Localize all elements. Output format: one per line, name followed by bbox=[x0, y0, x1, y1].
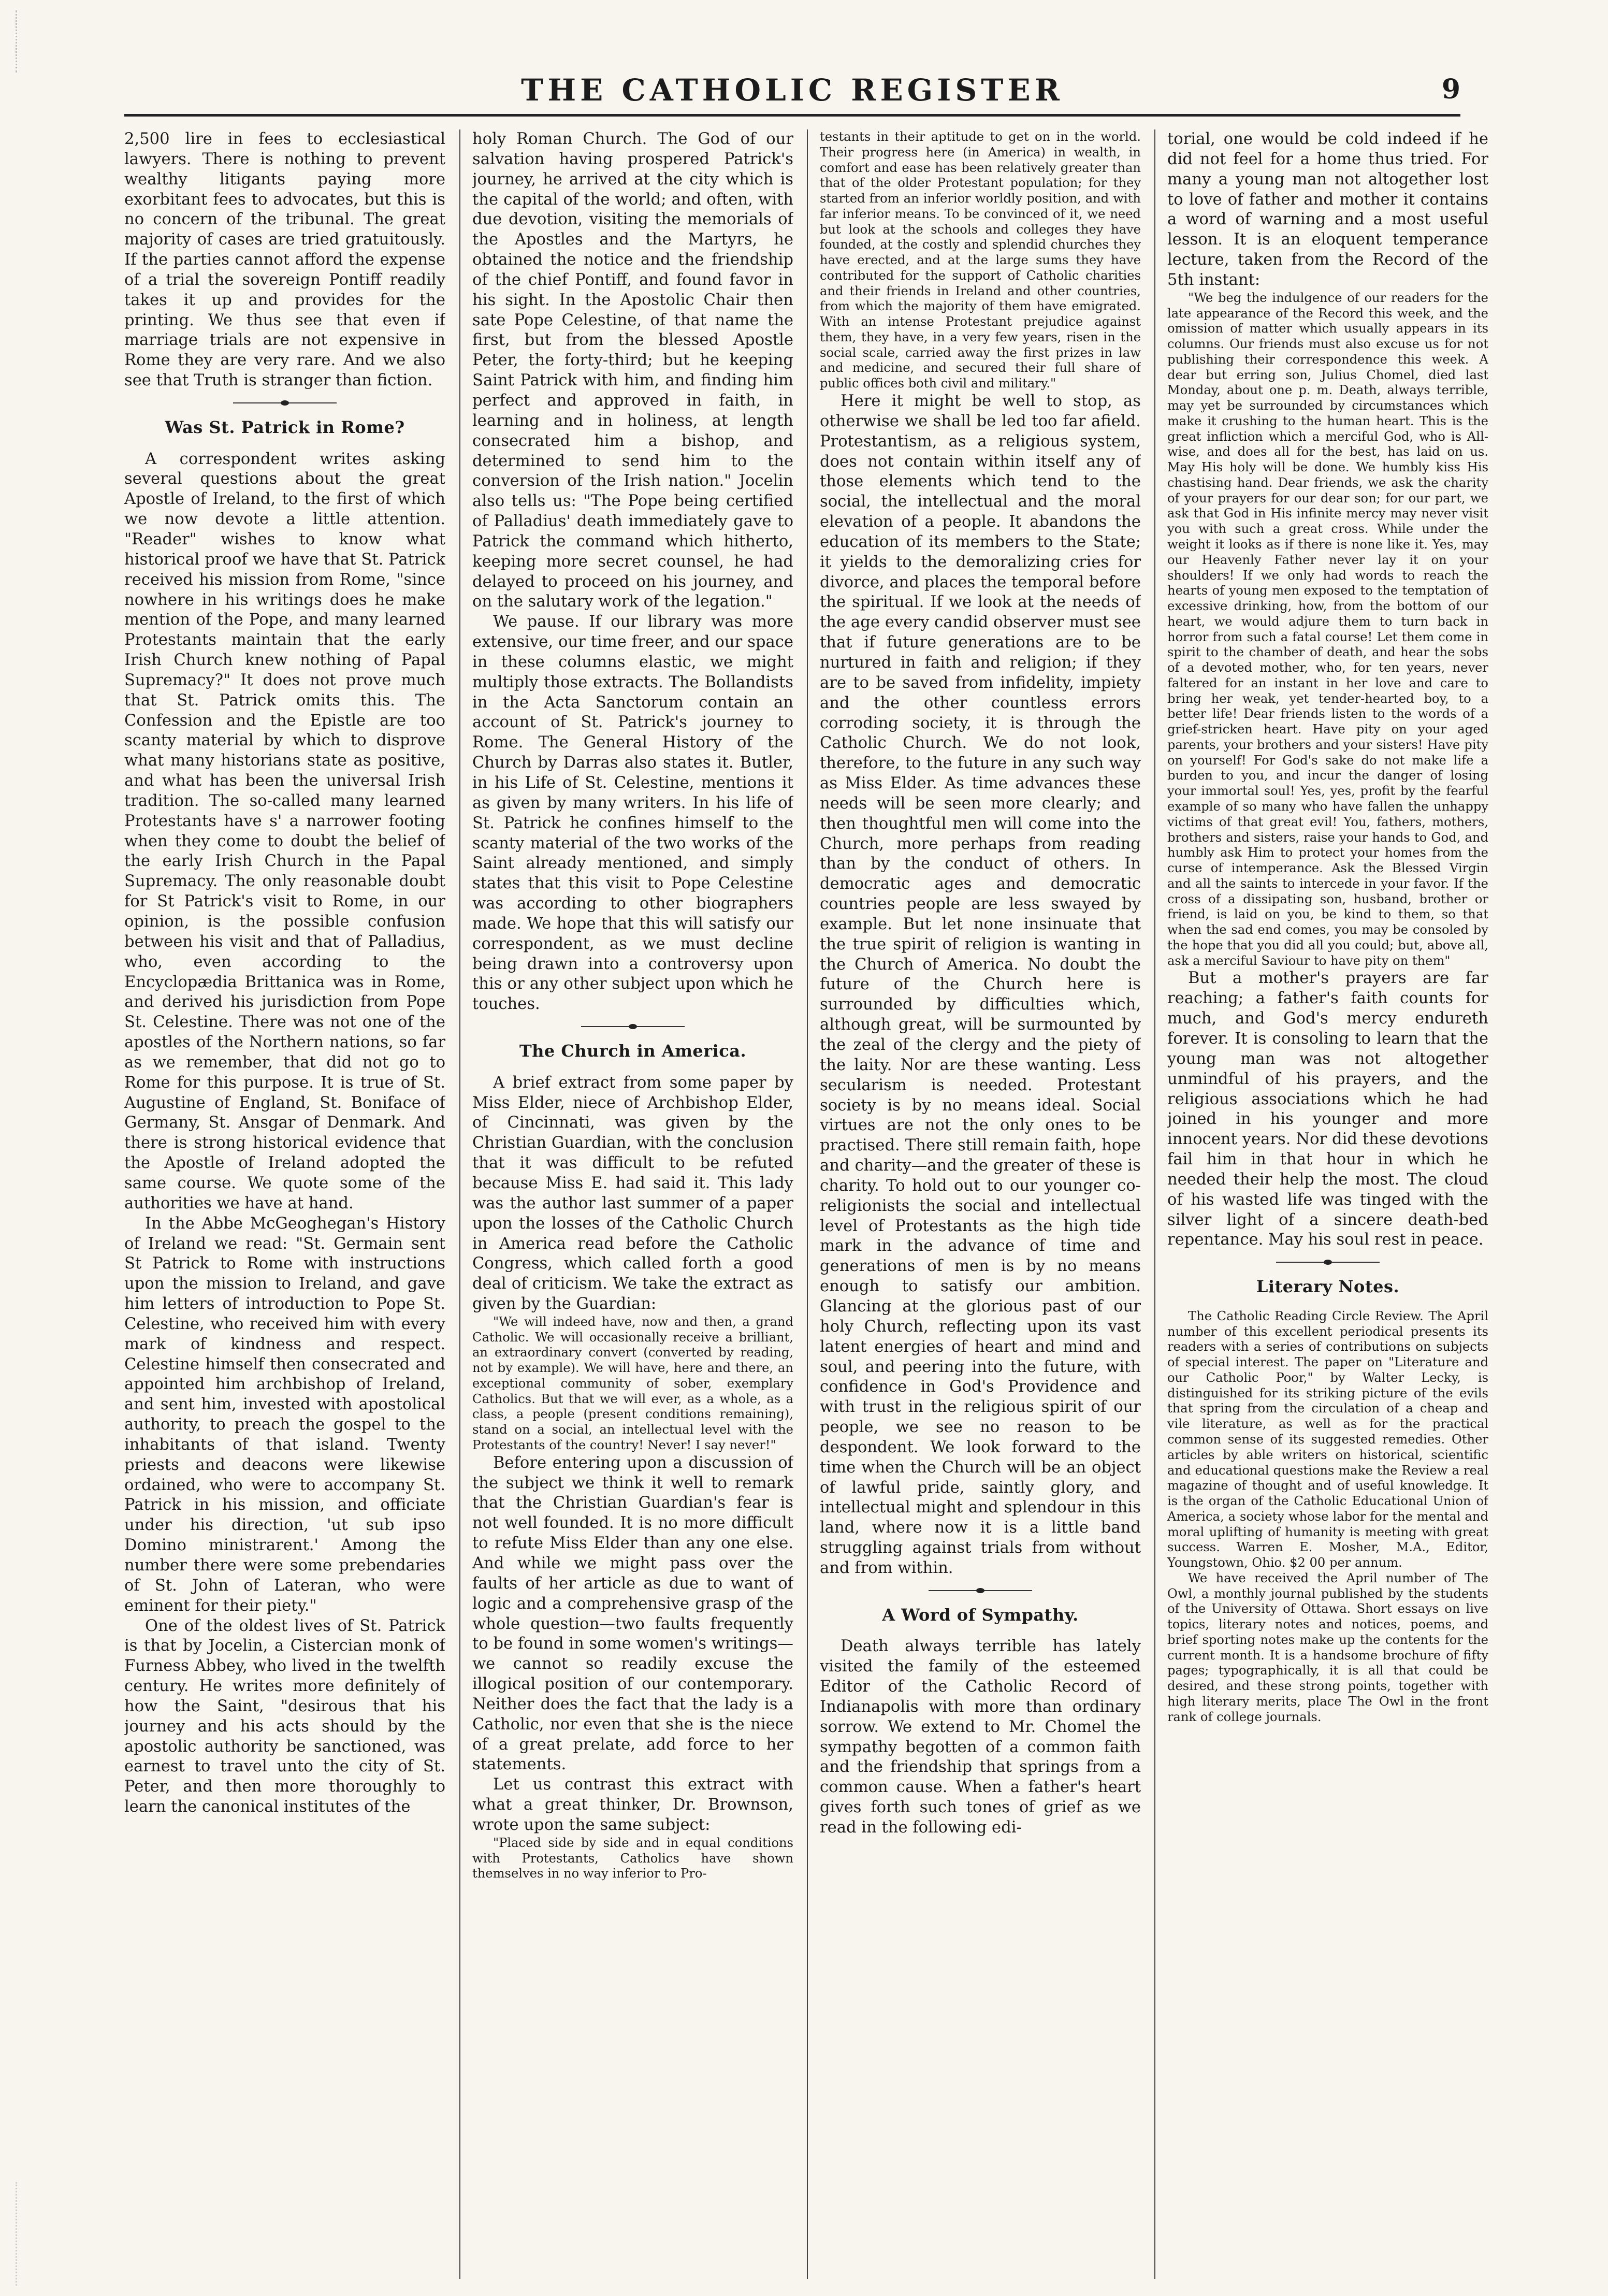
paragraph: One of the oldest lives of St. Patrick is that by Jocelin, a Cistercian monk of Furness Abbey, who lived in the twelfth century. He writes more definitely of how the Saint, "desirous that his journey and his acts should by the apostolic authority be sanctioned, was earnest to travel unto the city of St. Peter, and then more thoroughly to learn the canonical institutes of the bbox=[124, 1616, 445, 1816]
paragraph: We have received the April number of The Owl, a monthly journal published by the students of the University of Ottawa. Short essays on live topics, literary notes and notices, poems, and brief sporting notes make up the contents for the current month. It is a handsome brochure of fifty pages; typographically, it is all that could be desired, and these strong points, together with high literary merits, place The Owl in the front rank of college journals. bbox=[1167, 1570, 1488, 1724]
block-quote: "Placed side by side and in equal conditions with Protestants, Catholics have shown themselves in no way inferior to Pro- bbox=[472, 1835, 793, 1881]
block-quote: "We will indeed have, now and then, a grand Catholic. We will occasionally receive a brilliant, an extraordinary convert (converted by reading, not by example). We will have, here and there, an exceptional community of sober, exemplary Catholics. But that we will ever, as a whole, as a class, a people (present conditions remaining), stand on a social, an intellectual level with the Protestants of the country! Never! I say never!" bbox=[472, 1314, 793, 1452]
paragraph: A correspondent writes asking several questions about the great Apostle of Ireland, to the first of which we now devote a little attention. "Reader" wishes to know what historical proof we have that St. Patrick received his mission from Rome, "since nowhere in his writings does he make mention of the Pope, and many learned Protestants maintain that the early Irish Church knew nothing of Papal Supremacy?" It does not prove much that St. Patrick omits this. The Confession and the Epistle are too scanty material by which to disprove what many historians state as positive, and what has been the universal Irish tradition. The so-called many learned Protestants have s' a narrower footing when they come to doubt the belief of the early Irish Church in the Papal Supremacy. The only reasonable doubt for St Patrick's visit to Rome, in our opinion, is the possible confusion between his visit and that of Palladius, who, even according to the Encyclopædia Brittanica was in Rome, and derived his jurisdiction from Pope St. Celestine. There was not one of the apostles of the Northern nations, so far as we remember, that did not go to Rome for this purpose. It is true of St. Augustine of England, St. Boniface of Germany, St. Ansgar of Denmark. And there is strong historical evidence that the Apostle of Ireland adopted the same course. We quote some of the authorities we have at hand. bbox=[124, 450, 445, 1212]
headline-sympathy: A Word of Sympathy. bbox=[882, 1605, 1079, 1625]
page-header bbox=[124, 73, 1460, 117]
block-quote: testants in their aptitude to get on in the world. Their progress here (in America) in wealth, in comfort and ease has been relatively greater than that of the older Protestant population; for they started from an inferior worldly position, and with far inferior means. To be convinced of it, we need but look at the schools and colleges they have founded, at the costly and splendid churches they have erected, and at the large sums they have contributed for the support of Catholic charities and their friends in Ireland and other countries, from which the majority of them have emigrated. With an intense Protestant prejudice against them, they have, in a very few years, risen in the social scale, carried away the first prizes in law and medicine, and secured their full share of public offices both civil and military." bbox=[820, 129, 1141, 391]
headline-literary-notes: Literary Notes. bbox=[1256, 1277, 1400, 1297]
paragraph: Death always terrible has lately visited the family of the esteemed Editor of the Catholic Record of Indianapolis with more than ordinary sorrow. We extend to Mr. Chomel the sympathy begotten of a common faith and the friendship that springs from a common cause. When a father's heart gives forth such tones of grief as we read in the following edi- bbox=[820, 1637, 1141, 1837]
paragraph: Here it might be well to stop, as otherwise we shall be led too far afield. Protestantism, as a religious system, does not contain within itself any of those elements which tend to the social, the intellectual and the moral elevation of a people. It abandons the education of its members to the State; it yields to the demoralizing cries for divorce, and places the temporal before the spiritual. If we look at the needs of the age every candid observer must see that if future generations are to be nurtured in faith and religion; if they are to be saved from infidelity, impiety and the other countless errors corroding society, it is through the Catholic Church. We do not look, therefore, to the future in any such way as Miss Elder. As time advances these needs will be seen more clearly; and then thoughtful men will come into the Church, more perhaps from reading than by the conduct of others. In democratic ages and democratic countries people are less swayed by example. But let none insinuate that the true spirit of religion is wanting in the Church of America. No doubt the future of the Church here is surrounded by difficulties which, although great, will be surmounted by the zeal of the clergy and the piety of the laity. Nor are these wanting. Less secularism is needed. Protestant society is by no means ideal. Social virtues are not the only ones to be practised. There still remain faith, hope and charity—and the greater of these is charity. To hold out to our younger co-religionists the social and intellectual level of Protestants as the high tide mark in the advance of time and generations of men is by no means enough to satisfy our ambition. Glancing at the glorious past of our holy Church, reflecting upon its vast latent energies of heart and mind and soul, and peering into the future, with confidence in God's Providence and with trust in the religious spirit of our people, we see no reason to be despondent. We look forward to the time when the Church will be an object of lawful pride, saintly glory, and intellectual might and splendour in this land, where now it is a little band struggling against trials from without and from within. bbox=[820, 392, 1141, 1577]
paragraph: A brief extract from some paper by Miss Elder, niece of Archbishop Elder, of Cincinnati, was given by the Christian Guardian, with the conclusion that it was difficult to be refuted because Miss E. had said it. This lady was the author last summer of a paper upon the losses of the Catholic Church in America read before the Catholic Congress, which called forth a good deal of criticism. We take the extract as given by the Guardian: bbox=[472, 1073, 793, 1313]
section-divider bbox=[581, 1026, 685, 1027]
column-4 bbox=[1167, 129, 1488, 2279]
column-3 bbox=[820, 129, 1141, 2279]
column-rule bbox=[1154, 129, 1155, 2279]
paragraph: Let us contrast this extract with what a great thinker, Dr. Brownson, wrote upon the same subject: bbox=[472, 1775, 793, 1834]
margin-smudge-bottom bbox=[16, 2182, 43, 2286]
paragraph: 2,500 lire in fees to ecclesiastical lawyers. There is nothing to prevent wealthy litigants paying more exorbitant fees to advocates, but this is no concern of the tribunal. The great majority of cases are tried gratuitously. If the parties cannot afford the expense of a trial the sovereign Pontiff readily takes it up and provides for the printing. We thus see that even if marriage trials are not expensive in Rome they are very rare. And we also see that Truth is stranger than fiction. bbox=[124, 130, 445, 390]
section-divider bbox=[929, 1590, 1032, 1591]
headline-st-patrick: Was St. Patrick in Rome? bbox=[165, 417, 405, 437]
paragraph: In the Abbe McGeoghegan's History of Ireland we read: "St. Germain sent St Patrick to Rome with instructions upon the mission to Ireland, and gave him letters of introduction to Pope St. Celestine, who received him with every mark of kindness and respect. Celestine himself then consecrated and appointed him archbishop of Ireland, and sent him, invested with apostolical authority, to preach the gospel to the inhabitants of that island. Twenty priests and deacons were likewise ordained, who were to accompany St. Patrick in his mission, and officiate under his direction, 'ut sub ipso Domino ministrarent.' Among the number there were some prebendaries of St. John of Lateran, who were eminent for their piety." bbox=[124, 1214, 445, 1615]
column-rule bbox=[807, 129, 808, 2279]
column-2 bbox=[472, 129, 793, 2279]
paragraph: Before entering upon a discussion of the subject we think it well to remark that the Christian Guardian's fear is not well founded. It is no more difficult to refute Miss Elder than any one else. And while we might pass over the faults of her article as due to want of logic and a comprehensive grasp of the whole question—two faults frequently to be found in some women's writings—we cannot so readily excuse the illogical position of our contemporary. Neither does the fact that the lady is a Catholic, nor even that she is the niece of a great prelate, add force to her statements. bbox=[472, 1453, 793, 1774]
paragraph: We pause. If our library was more extensive, our time freer, and our space in these columns elastic, we might multiply those extracts. The Bollandists in the Acta Sanctorum contain an account of St. Patrick's journey to Rome. The General History of the Church by Darras also states it. Butler, in his Life of St. Celestine, mentions it as given by many writers. In his life of St. Patrick he confines himself to the scanty material of the two works of the Saint already mentioned, and simply states that this visit to Pope Celestine was according to other biographers made. We hope that this will satisfy our correspondent, as we must decline being drawn into a controversy upon this or any other subject upon which he touches. bbox=[472, 613, 793, 1014]
page-number: 9 bbox=[1441, 74, 1460, 105]
headline-church-america: The Church in America. bbox=[519, 1041, 747, 1061]
column-rule bbox=[459, 129, 460, 2279]
block-quote: "We beg the indulgence of our readers for the late appearance of the Record this week, and the omission of matter which usually appears in its columns. Our friends must also excuse us for not publishing their correspondence this week. A dear but erring son, Julius Chomel, died last Monday, about one p. m. Death, always terrible, may yet be surrounded by circumstances which make it crushing to the human heart. This is the great infliction which a merciful God, who is All-wise, and does all for the best, has laid on us. May His holy will be done. We humbly kiss His chastising hand. Dear friends, we ask the charity of your prayers for our dear son; for our part, we ask that God in His infinite mercy may never visit you with such a great cross. While under the weight it looks as if there is none like it. Yes, may our Heavenly Father never lay it on your shoulders! If we only had words to reach the hearts of young men exposed to the temptation of excessive drinking, how, from the bottom of our heart, we would adjure them to turn back in horror from such a fatal course! Let them come in spirit to the chamber of death, and hear the sobs of a devoted mother, who, for ten years, never faltered for an instant in her love and care to bring her weak, yet tender-hearted boy, to a better life! Dear friends listen to the words of a grief-stricken heart. Have pity on your aged parents, your brothers and your sisters! Have pity on yourself! For God's sake do not make life a burden to you, and incur the danger of losing your immortal soul! Yes, yes, profit by the fearful example of so many who have fallen the unhappy victims of that great evil! You, fathers, mothers, brothers and sisters, raise your hands to God, and humbly ask Him to protect your homes from the curse of intemperance. Ask the Blessed Virgin and all the saints to intercede in your favor. If the cross of a dissipating son, husband, brother or friend, is laid on you, be kind to them, so that when the sad end comes, you may be consoled by the hope that you did all you could; but, above all, ask a merciful Saviour to have pity on them" bbox=[1167, 290, 1488, 968]
paragraph: The Catholic Reading Circle Review. The April number of this excellent periodical presents its readers with a series of contributions on subjects of special interest. The paper on "Literature and our Catholic Poor," by Walter Lecky, is distinguished for its striking picture of the evils that spring from the circulation of a cheap and vile literature, as well as for the practical common sense of its suggested remedies. Other articles by able writers on historical, scientific and educational questions make the Review a real magazine of thought and of useful knowledge. It is the organ of the Catholic Educational Union of America, a society whose labor for the mental and moral uplifting of humanity is meeting with great success. Warren E. Mosher, M.A., Editor, Youngstown, Ohio. $2 00 per annum. bbox=[1167, 1308, 1488, 1570]
paragraph: holy Roman Church. The God of our salvation having prospered Patrick's journey, he arrived at the city which is the capital of the world; and often, with due devotion, visiting the memorials of the Apostles and the Martyrs, he obtained the notice and the friendship of the chief Pontiff, and found favor in his sight. In the Apostolic Chair then sate Pope Celestine, of that name the first, but from the blessed Apostle Peter, the forty-third; but he keeping Saint Patrick with him, and finding him perfect and approved in faith, in learning and in holiness, at length consecrated him a bishop, and determined to send him to the conversion of the Irish nation." Jocelin also tells us: "The Pope being certified of Palladius' death immediately gave to Patrick the command which hitherto, keeping more secret counsel, he had delayed to proceed on his journey, and on the salutary work of the legation." bbox=[472, 130, 793, 611]
masthead-title: THE CATHOLIC REGISTER bbox=[521, 73, 1064, 108]
article-columns bbox=[124, 129, 1488, 2279]
section-divider bbox=[233, 402, 337, 403]
section-divider bbox=[1276, 1262, 1380, 1263]
column-1 bbox=[124, 129, 445, 2279]
paragraph: But a mother's prayers are far reaching; a father's faith counts for much, and God's mercy endureth forever. It is consoling to learn that the young man was not altogether unmindful of his prayers, and the religious associations which he had joined in his younger and more innocent years. Nor did these devotions fail him in that hour in which he needed their help the most. The cloud of his wasted life was tinged with the silver light of a sincere death-bed repentance. May his soul rest in peace. bbox=[1167, 969, 1488, 1249]
paragraph: torial, one would be cold indeed if he did not feel for a home thus tried. For many a young man not altogether lost to love of father and mother it contains a word of warning and a most useful lesson. It is an eloquent temperance lecture, taken from the Record of the 5th instant: bbox=[1167, 130, 1488, 289]
margin-smudge bbox=[16, 10, 38, 73]
